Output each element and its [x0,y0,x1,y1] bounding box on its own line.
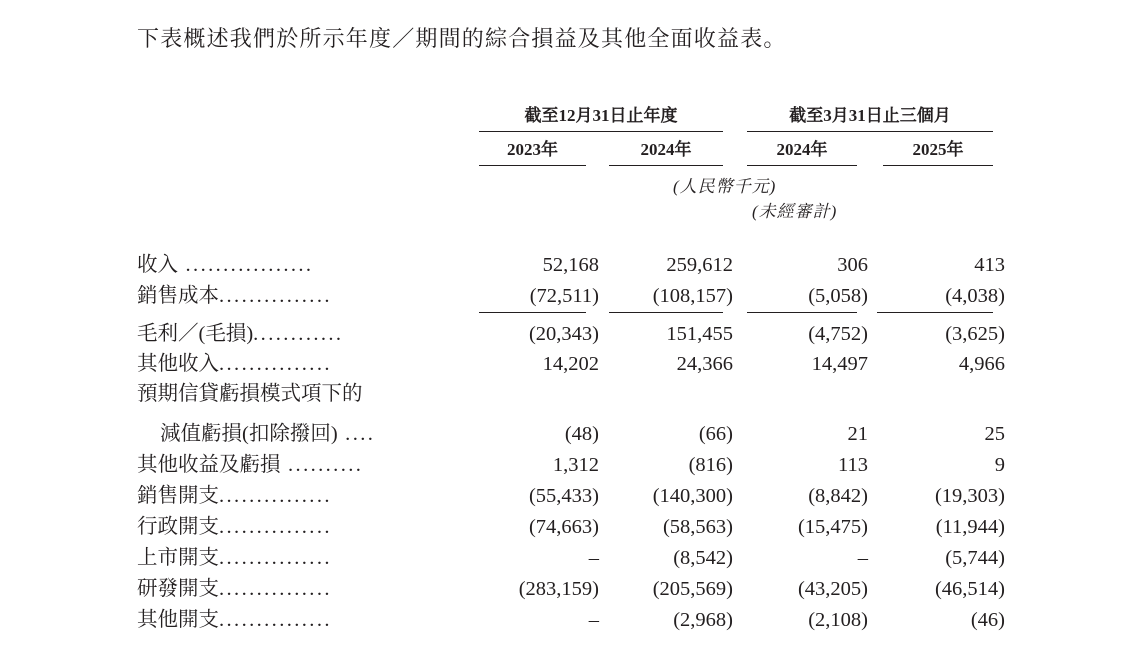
value-2023: (20,343) [528,323,599,345]
table-row-admin-expenses [0,512,1129,543]
column-header-2023: 2023年 [479,137,586,166]
row-label: 銷售成本............... [137,285,332,307]
row-label: 銷售開支............... [137,485,332,507]
row-label: 行政開支............... [137,516,332,538]
subtotal-rule [877,312,993,313]
value-2024: (2,968) [673,609,733,631]
value-2023: (72,511) [529,285,599,307]
value-2025-q1: (3,625) [945,323,1005,345]
row-label: 上市開支............... [137,547,332,569]
value-2024: (8,542) [673,547,733,569]
table-row-other-income [0,349,1129,380]
table-row-other-expenses [0,605,1129,636]
subtotal-rule [609,312,723,313]
value-2024-q1: (5,058) [808,285,868,307]
value-2025-q1: (19,303) [934,485,1005,507]
value-2024: (58,563) [662,516,733,538]
intro-paragraph: 下表概述我們於所示年度／期間的綜合損益及其他全面收益表。 [137,26,787,51]
value-2024-q1: (8,842) [808,485,868,507]
group-header-year-ended-dec31: 截至12月31日止年度 [479,103,723,132]
value-2024: 24,366 [676,353,733,375]
row-label: 減值虧損(扣除撥回) .... [160,423,376,445]
row-label: 其他收入............... [137,353,332,375]
value-2025-q1: (46,514) [934,578,1005,600]
value-2025-q1: 4,966 [958,353,1005,375]
value-2025-q1: 9 [994,454,1005,476]
table-row-other-gains-losses [0,450,1129,481]
row-label: 預期信貸虧損模式項下的 [137,383,363,405]
table-row-gross-profit [0,319,1129,350]
value-2024-q1: 21 [847,423,868,445]
value-2023: (55,433) [528,485,599,507]
value-2024-q1: – [857,547,868,569]
row-label: 收入 ................. [137,254,314,276]
column-header-2024-annual: 2024年 [609,137,723,166]
subtotal-rule [479,312,586,313]
row-label: 其他開支............... [137,609,332,631]
value-2024-q1: (43,205) [797,578,868,600]
table-row-listing-expenses [0,543,1129,574]
value-2024-q1: 113 [838,454,868,476]
group-header-three-months-mar31: 截至3月31日止三個月 [747,103,993,132]
value-2024: 151,455 [666,323,733,345]
value-2025-q1: (46) [970,609,1005,631]
table-row-revenue [0,250,1129,281]
value-2025-q1: (5,744) [945,547,1005,569]
value-2025-q1: (4,038) [945,285,1005,307]
column-header-2025-q1: 2025年 [883,137,993,166]
unit-note: (人民幣千元) [673,177,777,196]
row-label: 毛利／(毛損)............ [137,323,344,345]
value-2025-q1: 413 [974,254,1005,276]
table-row-ecl-heading [0,379,1129,410]
value-2024-q1: (2,108) [808,609,868,631]
table-row-rd-expenses [0,574,1129,605]
value-2024-q1: (4,752) [808,323,868,345]
value-2024-q1: (15,475) [797,516,868,538]
subtotal-rule [747,312,857,313]
value-2024: (816) [688,454,733,476]
value-2024: (108,157) [652,285,733,307]
value-2024: 259,612 [666,254,733,276]
value-2023: 52,168 [542,254,599,276]
value-2024-q1: 306 [837,254,868,276]
value-2025-q1: (11,944) [935,516,1005,538]
value-2025-q1: 25 [984,423,1005,445]
value-2023: – [588,609,599,631]
value-2024: (205,569) [652,578,733,600]
table-row-cost-of-sales [0,281,1129,312]
value-2023: 14,202 [542,353,599,375]
value-2023: (48) [564,423,599,445]
column-header-2024-q1: 2024年 [747,137,857,166]
value-2023: – [588,547,599,569]
value-2023: 1,312 [552,454,599,476]
unaudited-note: (未經審計) [752,202,838,221]
value-2024: (66) [698,423,733,445]
table-row-selling-expenses [0,481,1129,512]
value-2024: (140,300) [652,485,733,507]
value-2024-q1: 14,497 [811,353,868,375]
value-2023: (283,159) [518,578,599,600]
row-label: 研發開支............... [137,578,332,600]
table-row-impairment-losses [0,419,1129,450]
value-2023: (74,663) [528,516,599,538]
row-label: 其他收益及虧損 .......... [137,454,364,476]
